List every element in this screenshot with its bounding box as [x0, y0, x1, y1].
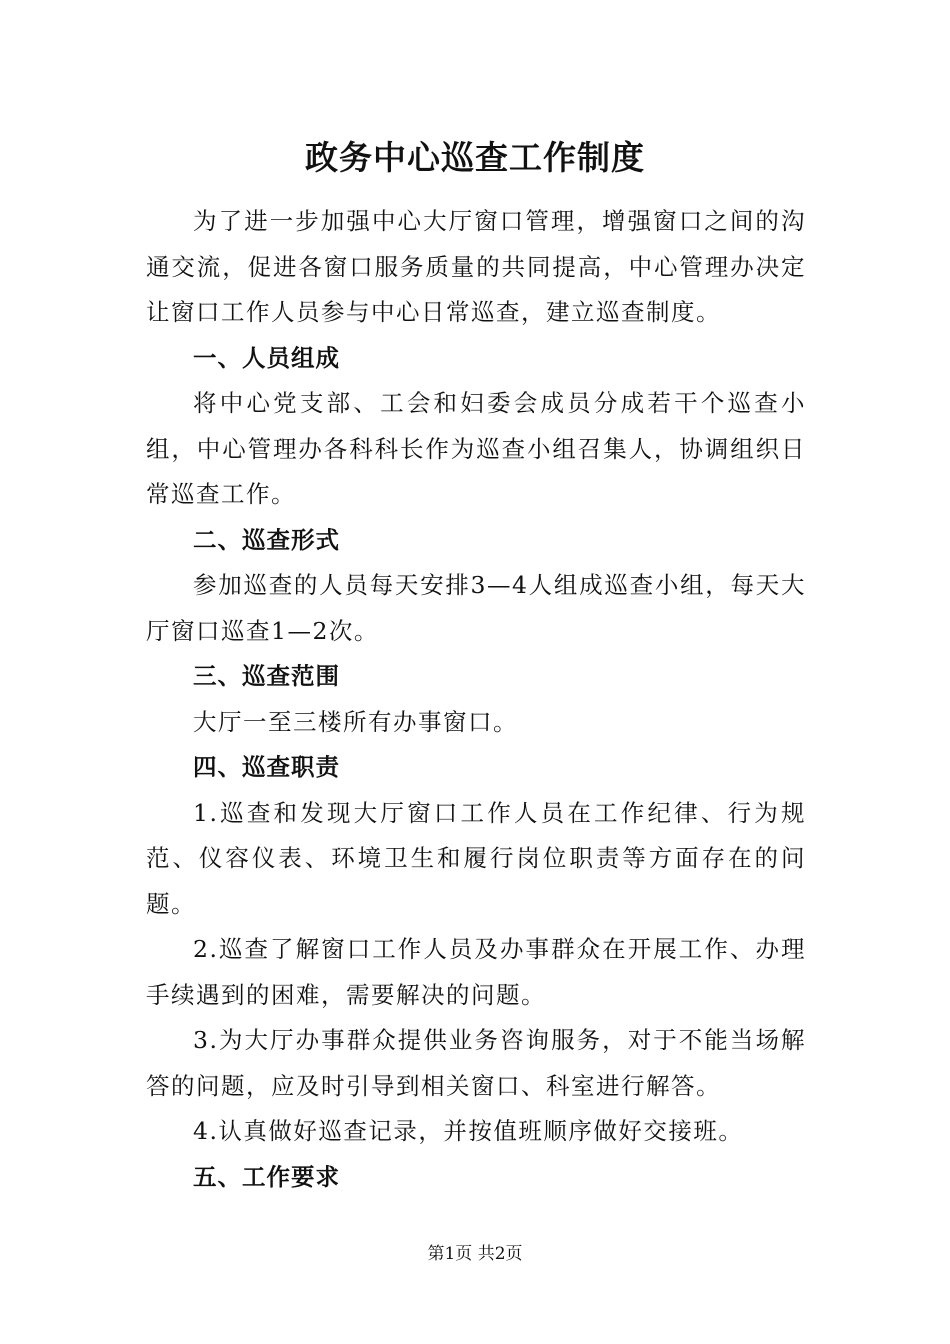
document-body — [146, 199, 806, 1200]
paragraph-intro: 为了进一步加强中心大厅窗口管理，增强窗口之间的沟通交流，促进各窗口服务质量的共同提高，中心管理办决定让窗口工作人员参与中心日常巡查，建立巡查制度。 — [146, 207, 806, 326]
section-heading-scope: 三、巡查范围 — [193, 662, 340, 690]
paragraph-duty-3: 3.为大厅办事群众提供业务咨询服务，对于不能当场解答的问题，应及时引导到相关窗口、科室进行解答。 — [146, 1026, 806, 1100]
paragraph-duty-2: 2.巡查了解窗口工作人员及办事群众在开展工作、办理手续遇到的困难，需要解决的问题。 — [146, 935, 806, 1009]
section-heading-requirements: 五、工作要求 — [193, 1162, 340, 1191]
paragraph-form: 参加巡查的人员每天安排3—4人组成巡查小组，每天大厅窗口巡查1—2次。 — [146, 571, 806, 645]
section-heading-duties: 四、巡查职责 — [193, 753, 340, 781]
paragraph-duty-4: 4.认真做好巡查记录，并按值班顺序做好交接班。 — [193, 1117, 744, 1145]
paragraph-scope: 大厅一至三楼所有办事窗口。 — [193, 707, 518, 736]
section-heading-form: 二、巡查形式 — [193, 525, 340, 554]
section-heading-personnel: 一、人员组成 — [193, 343, 340, 372]
paragraph-duty-1: 1.巡查和发现大厅窗口工作人员在工作纪律、行为规范、仪容仪表、环境卫生和履行岗位职责等方面存在的问题。 — [146, 798, 806, 918]
paragraph-personnel: 将中心党支部、工会和妇委会成员分成若干个巡查小组，中心管理办各科科长作为巡查小组召集人，协调组织日常巡查工作。 — [146, 389, 806, 508]
page-footer: 第1页 共2页 — [427, 1244, 523, 1264]
document-title: 政务中心巡查工作制度 — [305, 138, 645, 177]
